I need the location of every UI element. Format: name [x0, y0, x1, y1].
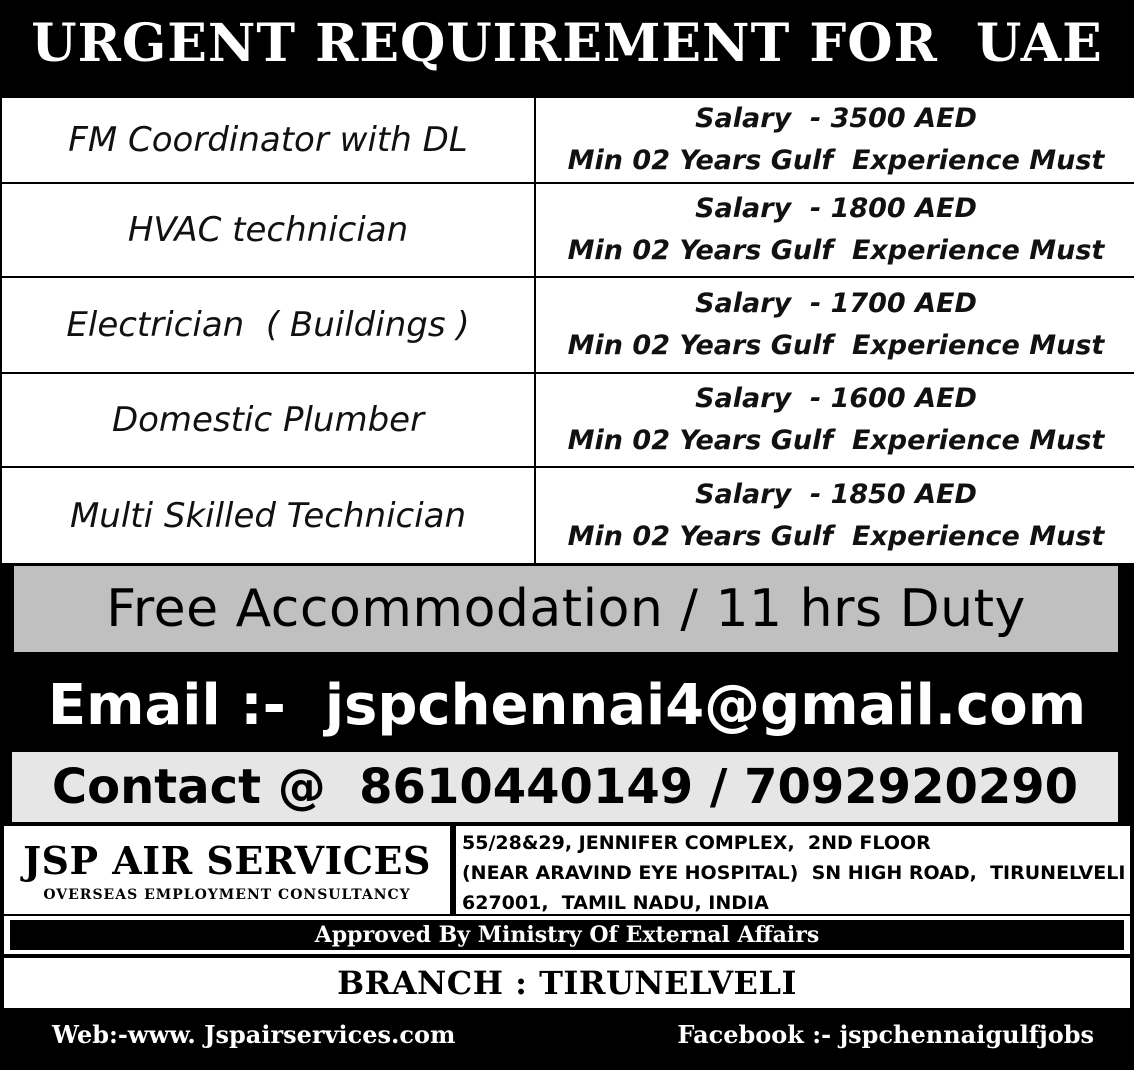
company-name: JSP AIR SERVICES	[23, 837, 431, 883]
company-subtitle: OVERSEAS EMPLOYMENT CONSULTANCY	[43, 886, 411, 903]
poster-title	[0, 0, 1134, 92]
jobs-table	[0, 96, 1134, 563]
job-salary: Salary - 1700 AED	[695, 288, 977, 319]
branch-label: BRANCH : TIRUNELVELI	[4, 958, 1130, 1008]
job-experience: Min 02 Years Gulf Experience Must	[567, 425, 1105, 456]
facebook-link[interactable]: Facebook :- jspchennaigulfjobs	[677, 1020, 1094, 1049]
job-row	[2, 98, 1134, 184]
job-row	[2, 468, 1134, 565]
job-experience: Min 02 Years Gulf Experience Must	[567, 145, 1105, 176]
approval-text: Approved By Ministry Of External Affairs	[10, 920, 1124, 950]
job-title: Electrician ( Buildings )	[2, 278, 536, 372]
approval-band	[4, 916, 1130, 954]
job-experience: Min 02 Years Gulf Experience Must	[567, 330, 1105, 361]
job-row	[2, 374, 1134, 468]
job-details	[536, 98, 1134, 182]
footer	[0, 1008, 1134, 1070]
email-line[interactable]: Email :- jspchennai4@gmail.com	[47, 672, 1087, 738]
job-details	[536, 278, 1134, 372]
job-details	[536, 184, 1134, 276]
poster-title-text: URGENT REQUIREMENT FOR UAE	[31, 12, 1103, 74]
job-salary: Salary - 1850 AED	[695, 478, 977, 510]
contact-line[interactable]: Contact @ 8610440149 / 7092920290	[12, 752, 1118, 822]
job-title: Multi Skilled Technician	[2, 468, 536, 563]
job-title: HVAC technician	[2, 184, 536, 276]
job-experience: Min 02 Years Gulf Experience Must	[567, 520, 1105, 552]
job-experience: Min 02 Years Gulf Experience Must	[567, 235, 1105, 266]
address-line: (NEAR ARAVIND EYE HOSPITAL) SN HIGH ROAD, TIRUNELVELI	[462, 862, 1126, 884]
job-salary: Salary - 1600 AED	[695, 383, 977, 414]
company-block	[4, 826, 450, 914]
job-title: Domestic Plumber	[2, 374, 536, 466]
job-salary: Salary - 1800 AED	[695, 193, 977, 224]
company-address	[456, 826, 1130, 914]
address-line: 55/28&29, JENNIFER COMPLEX, 2ND FLOOR	[462, 832, 931, 854]
job-details	[536, 374, 1134, 466]
website-link[interactable]: Web:-www. Jspairservices.com	[52, 1020, 456, 1049]
job-row	[2, 278, 1134, 374]
benefits-banner: Free Accommodation / 11 hrs Duty	[14, 566, 1118, 652]
job-title: FM Coordinator with DL	[2, 98, 536, 182]
job-row	[2, 184, 1134, 278]
job-salary: Salary - 3500 AED	[695, 103, 977, 134]
job-details	[536, 468, 1134, 563]
address-line: 627001, TAMIL NADU, INDIA	[462, 892, 769, 914]
